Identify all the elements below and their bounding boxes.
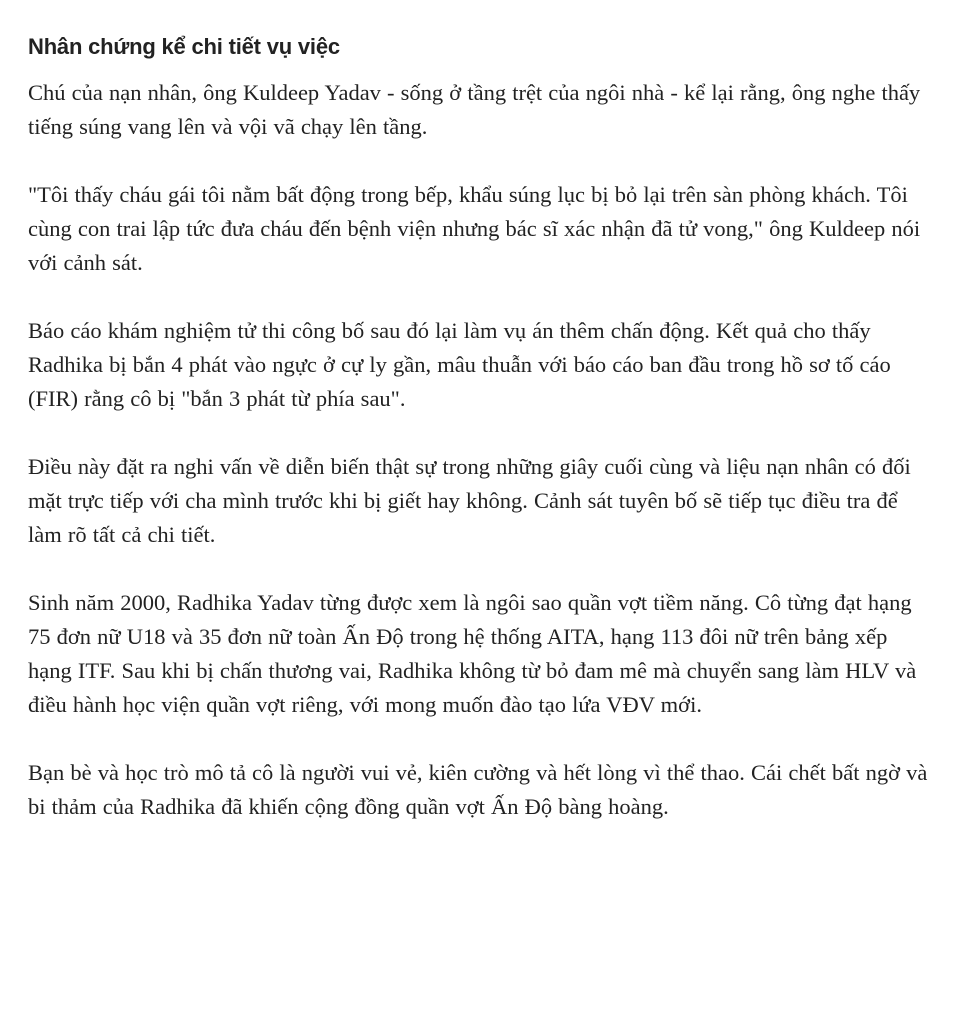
paragraph-tribute: Bạn bè và học trò mô tả cô là người vui vẻ, kiên cường và hết lòng vì thể thao. Cái chết bất ngờ và bi thảm của Radhika đã khiến cộng đồng quần vợt Ấn Độ bàng hoàng. [28, 760, 928, 819]
paragraph-autopsy: Báo cáo khám nghiệm tử thi công bố sau đó lại làm vụ án thêm chấn động. Kết quả cho thấy Radhika bị bắn 4 phát vào ngực ở cự ly gần, mâu thuẫn với báo cáo ban đầu trong hồ sơ tố cáo (FIR) rằng cô bị "bắn 3 phát từ phía sau". [28, 318, 891, 411]
paragraph-quote: "Tôi thấy cháu gái tôi nằm bất động trong bếp, khẩu súng lục bị bỏ lại trên sàn phòng khách. Tôi cùng con trai lập tức đưa cháu đến bệnh viện nhưng bác sĩ xác nhận đã tử vong," ông Kuldeep nói với cảnh sát. [28, 182, 921, 275]
paragraph-biography: Sinh năm 2000, Radhika Yadav từng được xem là ngôi sao quần vợt tiềm năng. Cô từng đạt hạng 75 đơn nữ U18 và 35 đơn nữ toàn Ấn Độ trong hệ thống AITA, hạng 113 đôi nữ trên bảng xếp hạng ITF. Sau khi bị chấn thương vai, Radhika không từ bỏ đam mê mà chuyển sang làm HLV và điều hành học viện quần vợt riêng, với mong muốn đào tạo lứa VĐV mới. [28, 590, 917, 717]
paragraph-questions: Điều này đặt ra nghi vấn về diễn biến thật sự trong những giây cuối cùng và liệu nạn nhân có đối mặt trực tiếp với cha mình trước khi bị giết hay không. Cảnh sát tuyên bố sẽ tiếp tục điều tra để làm rõ tất cả chi tiết. [28, 454, 911, 547]
paragraph-uncle-account: Chú của nạn nhân, ông Kuldeep Yadav - sống ở tầng trệt của ngôi nhà - kể lại rằng, ông nghe thấy tiếng súng vang lên và vội vã chạy lên tầng. [28, 80, 921, 139]
article-body [28, 30, 933, 824]
section-heading: Nhân chứng kể chi tiết vụ việc [28, 34, 340, 59]
